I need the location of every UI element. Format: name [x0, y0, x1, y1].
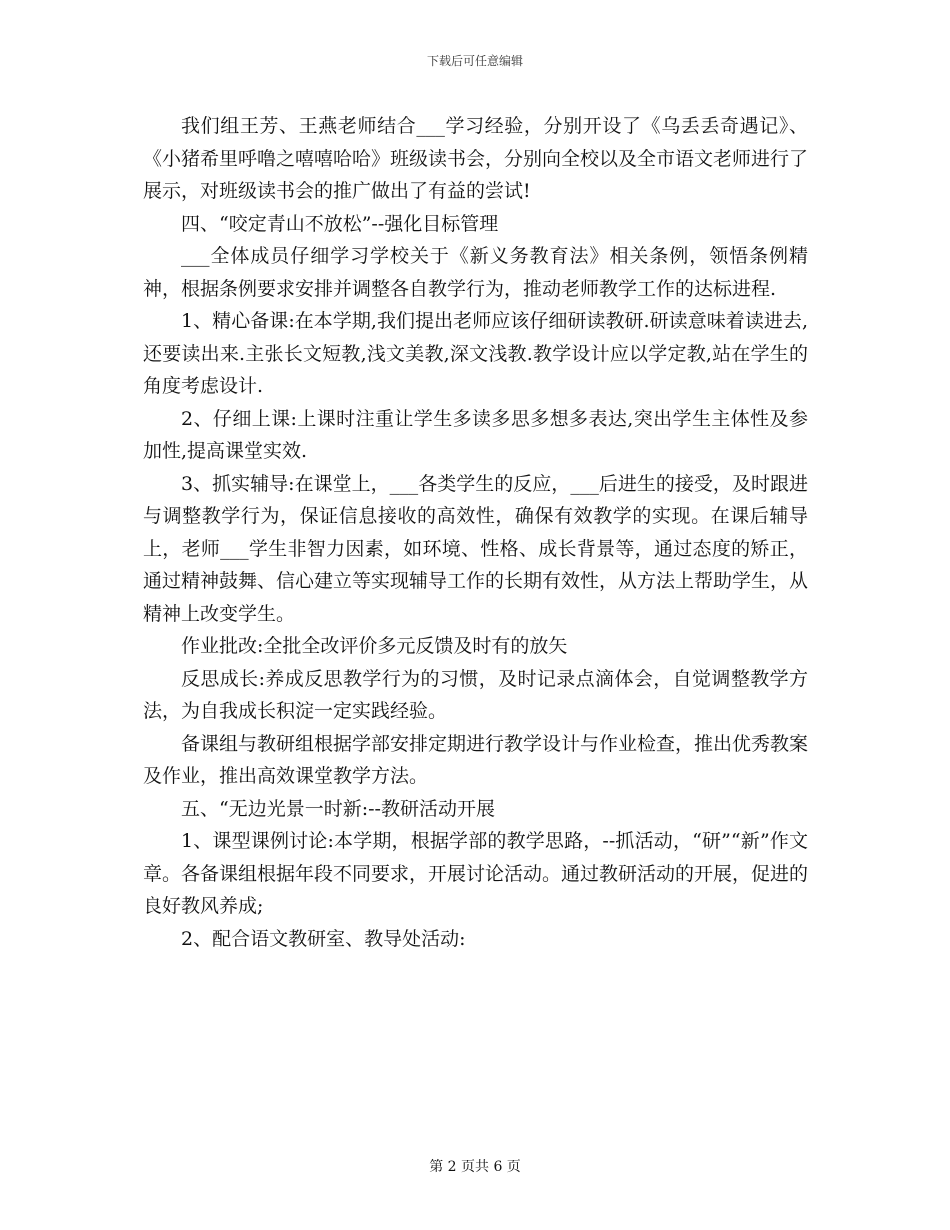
paragraph-class-teaching: 2、仔细上课:上课时注重让学生多读多思多想多表达,突出学生主体性及参加性,提高课堂实效.	[143, 407, 808, 462]
page-number: 第 2 页共 6 页	[429, 1159, 521, 1175]
paragraph-reading-club: 我们组王芳、王燕老师结合___学习经验，分别开设了《乌丢丢奇遇记》、《小猪希里呼噜之嘻嘻哈哈》班级读书会，分别向全校以及全市语文老师进行了展示，对班级读书会的推广做出了有益的尝试!	[143, 115, 809, 202]
paragraph-case-discussion: 1、课型课例讨论:本学期，根据学部的教学思路，--抓活动，“研”“新”作文章。各备课组根据年段不同要求，开展讨论活动。通过教研活动的开展，促进的良好教风养成;	[143, 830, 809, 917]
section-heading-four: 四、“咬定青山不放松”--强化目标管理	[181, 212, 499, 235]
paragraph-reflection: 反思成长:养成反思教学行为的习惯，及时记录点滴体会，自觉调整教学方法，为自我成长积淀一定实践经验。	[143, 667, 808, 722]
paragraph-tutoring: 3、抓实辅导:在课堂上，___各类学生的反应，___后进生的接受，及时跟进与调整教学行为，保证信息接收的高效性，确保有效教学的实现。在课后辅导上，老师___学生非智力因素，如环境、性格、成长背景等，通过态度的矫正，通过精神鼓舞、信心建立等实现辅导工作的长期有效性，从方法上帮助学生，从精神上改变学生。	[143, 472, 809, 625]
document-body	[143, 110, 808, 955]
paragraph-education-law: ___全体成员仔细学习学校关于《新义务教育法》相关条例，领悟条例精神，根据条例要求安排并调整各自教学行为，推动老师教学工作的达标进程.	[143, 245, 808, 300]
paragraph-lesson-prep: 1、精心备课:在本学期,我们提出老师应该仔细研读教研.研读意味着读进去,还要读出来.主张长文短教,浅文美教,深文浅教.教学设计应以学定教,站在学生的角度考虑设计.	[143, 310, 808, 397]
paragraph-inspection: 备课组与教研组根据学部安排定期进行教学设计与作业检查，推出优秀教案及作业，推出高效课堂教学方法。	[143, 732, 809, 787]
section-heading-five: 五、“无边光景一时新:--教研活动开展	[181, 797, 495, 820]
paragraph-homework: 作业批改:全批全改评价多元反馈及时有的放矢	[181, 635, 568, 657]
paragraph-cooperation: 2、配合语文教研室、教导处活动:	[181, 927, 466, 950]
page-header: 下载后可任意编辑	[426, 54, 523, 68]
